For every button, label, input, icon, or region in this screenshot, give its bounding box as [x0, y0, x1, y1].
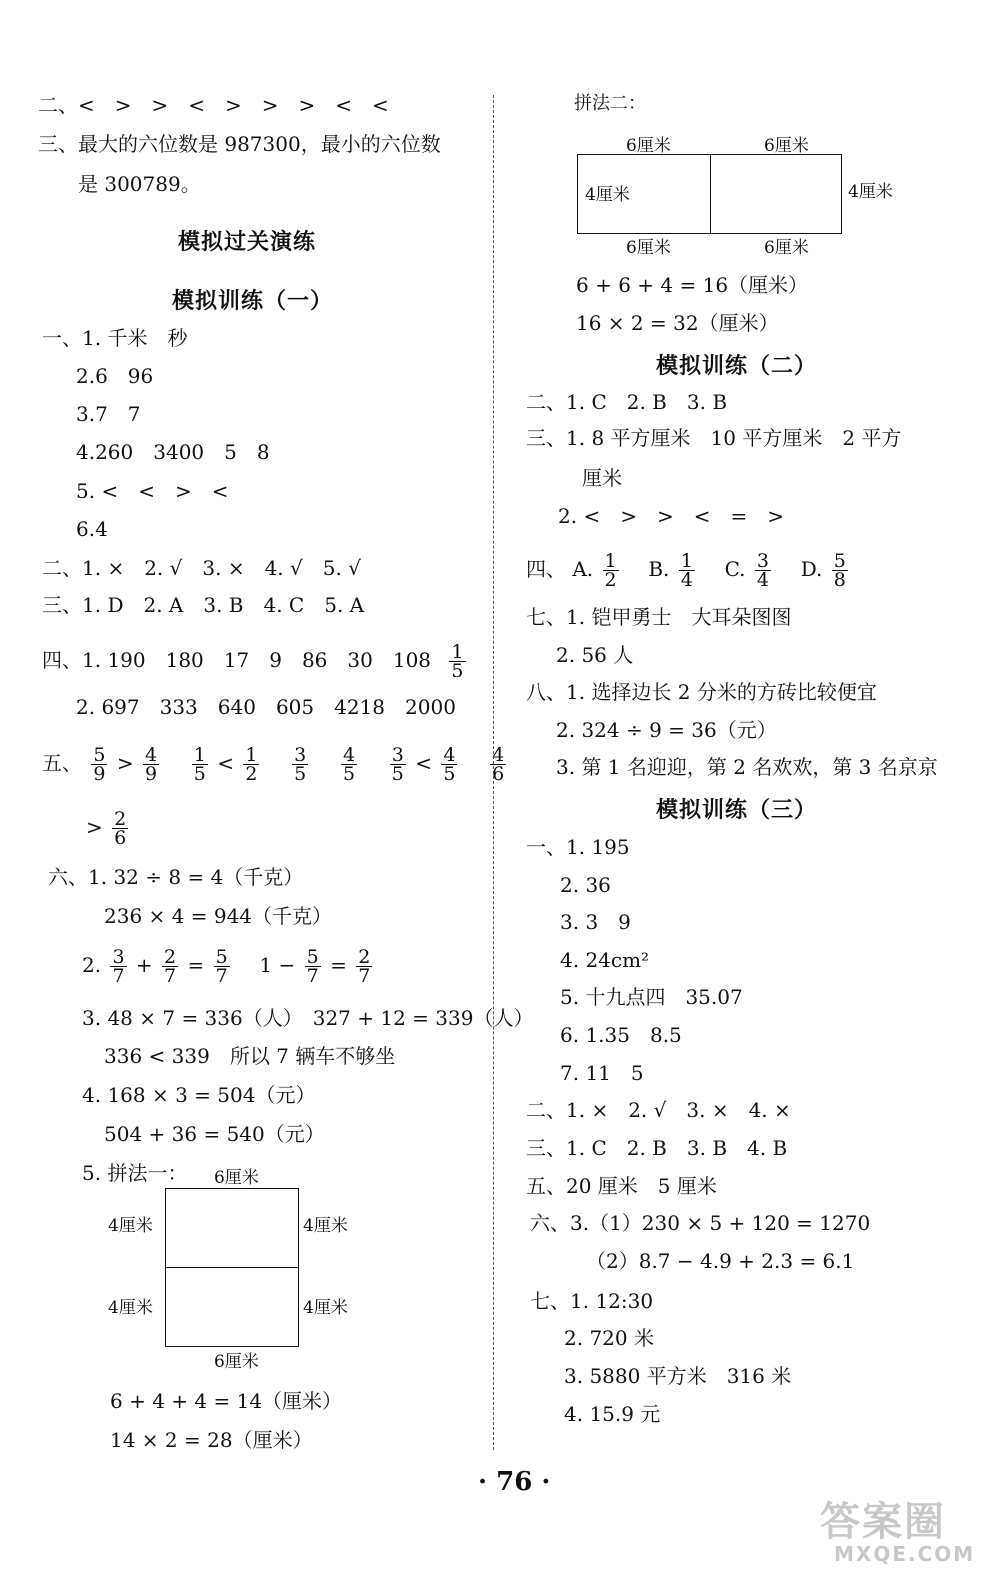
answer-line — [42, 746, 509, 783]
fraction — [91, 746, 107, 783]
answer-line: 236 × 4 = 944（千克） — [104, 904, 333, 928]
answer-line: 二、1. C 2. B 3. B — [526, 390, 728, 414]
fraction — [356, 948, 372, 985]
numerator: 1 — [193, 744, 206, 766]
fraction — [441, 746, 457, 783]
denominator: 7 — [112, 965, 125, 987]
answer-line: 3. 第 1 名迎迎，第 2 名欢欢，第 3 名京京 — [556, 755, 938, 779]
answer-text: 四、1. 190 180 17 9 86 30 108 — [42, 648, 432, 672]
denominator: 8 — [833, 569, 846, 591]
denominator: 2 — [245, 763, 258, 785]
answer-line: 4. 24cm² — [560, 948, 650, 972]
answer-line: 2. 697 333 640 605 4218 2000 — [76, 695, 456, 719]
numerator: 5 — [93, 744, 106, 766]
operator: − — [278, 953, 296, 977]
answer-line: 拼法二： — [574, 93, 646, 114]
answer-line: 2.6 96 — [76, 364, 154, 388]
section-title: 模拟过关演练 — [178, 230, 317, 255]
denominator: 7 — [306, 965, 319, 987]
answer-line: 三、最大的六位数是 987300，最小的六位数 — [38, 132, 441, 156]
watermark — [810, 1490, 990, 1570]
answer-prefix: 五、 — [42, 751, 82, 775]
fraction — [390, 746, 406, 783]
fraction — [603, 552, 619, 589]
answer-line: 6 + 4 + 4 = 14（厘米） — [110, 1389, 343, 1413]
watermark-text: 答案圈 — [820, 1499, 946, 1545]
answer-line: 6.4 — [76, 517, 108, 541]
fraction — [305, 948, 321, 985]
answer-line: 6. 1.35 8.5 — [560, 1023, 682, 1047]
answer-line: 16 × 2 = 32（厘米） — [576, 311, 779, 335]
answer-line: 五、20 厘米 5 厘米 — [526, 1174, 717, 1198]
answer-line: 2. 720 米 — [564, 1326, 654, 1350]
numerator: 5 — [215, 946, 228, 968]
numerator: 1 — [245, 744, 258, 766]
operator: > — [116, 751, 134, 775]
numerator: 2 — [164, 946, 177, 968]
answer-line — [82, 948, 375, 985]
dimension-label: 4厘米 — [848, 182, 893, 202]
operator: = — [187, 953, 205, 977]
training-2-title: 模拟训练（二） — [656, 354, 818, 379]
numerator: 4 — [443, 744, 456, 766]
fraction — [243, 746, 259, 783]
denominator: 7 — [215, 965, 228, 987]
numerator: 3 — [112, 946, 125, 968]
numerator: 2 — [114, 808, 127, 830]
answer-line: 3. 48 × 7 = 336（人） 327 + 12 = 339（人） — [82, 1006, 534, 1030]
fraction — [162, 948, 178, 985]
fraction — [449, 643, 465, 680]
answer-line: 7. 11 5 — [560, 1061, 644, 1085]
answer-line: 3.7 7 — [76, 402, 141, 426]
rectangle — [165, 1267, 299, 1347]
dimension-label: 6厘米 — [214, 1352, 259, 1372]
answer-line: 一、1. 195 — [526, 835, 630, 859]
numerator: 4 — [342, 744, 356, 766]
operator: + — [135, 953, 153, 977]
answer-line: 3. 3 9 — [560, 910, 631, 934]
denominator: 5 — [193, 763, 206, 785]
fraction — [110, 948, 126, 985]
page-number: · 76 · — [478, 1467, 551, 1497]
fraction — [112, 810, 128, 847]
choice-label: D. — [800, 557, 823, 581]
answer-line: 二、< > > < > > > < < — [38, 93, 389, 117]
answer-line: 二、1. × 2. √ 3. × 4. × — [526, 1098, 791, 1122]
denominator: 6 — [114, 827, 127, 849]
answer-line: 5. 拼法一： — [82, 1161, 188, 1185]
dimension-label: 6厘米 — [764, 238, 809, 258]
denominator: 4 — [680, 569, 693, 591]
numerator: 1 — [451, 641, 464, 663]
answer-line: 三、1. C 2. B 3. B 4. B — [526, 1136, 788, 1160]
number: 1 — [259, 953, 273, 977]
fraction — [143, 746, 159, 783]
answer-line: 504 + 36 = 540（元） — [104, 1122, 325, 1146]
answer-line: 三、1. 8 平方厘米 10 平方厘米 2 平方 — [526, 426, 902, 450]
answer-line: 六、1. 32 ÷ 8 = 4（千克） — [48, 865, 304, 889]
answer-line: 2. 324 ÷ 9 = 36（元） — [556, 718, 777, 742]
dimension-label: 4厘米 — [108, 1298, 153, 1318]
fraction — [192, 746, 208, 783]
answer-line: 2. 36 — [560, 873, 611, 897]
dimension-label: 6厘米 — [764, 136, 809, 156]
training-3-title: 模拟训练（三） — [656, 798, 818, 823]
dimension-label: 4厘米 — [108, 1216, 153, 1236]
numerator: 1 — [680, 550, 693, 572]
denominator: 7 — [358, 965, 371, 987]
answer-line — [86, 810, 131, 847]
numerator: 3 — [756, 550, 769, 572]
numerator: 5 — [833, 550, 846, 572]
denominator: 5 — [443, 763, 456, 785]
column-divider — [493, 95, 494, 1450]
answer-line — [42, 643, 469, 680]
denominator: 5 — [294, 763, 307, 785]
answer-line: 是 300789。 — [78, 172, 201, 196]
answer-line: 一、1. 千米 秒 — [42, 326, 188, 350]
rectangle — [710, 154, 842, 234]
answer-line: 5. < < > < — [76, 479, 229, 503]
numerator: 4 — [144, 744, 158, 766]
answer-line: 4. 168 × 3 = 504（元） — [82, 1083, 316, 1107]
numerator: 3 — [391, 744, 404, 766]
choice-label: A. — [572, 557, 594, 581]
denominator: 7 — [164, 965, 177, 987]
dimension-label: 4厘米 — [585, 185, 630, 205]
answer-line: 5. 十九点四 35.07 — [560, 985, 743, 1009]
answer-line — [526, 552, 851, 589]
answer-line: 七、1. 12:30 — [530, 1289, 654, 1313]
denominator: 5 — [451, 660, 464, 682]
answer-line: 3. 5880 平方米 316 米 — [564, 1364, 792, 1388]
answer-line: 六、3.（1）230 × 5 + 120 = 1270 — [530, 1211, 871, 1235]
answer-line: 336 < 339 所以 7 辆车不够坐 — [104, 1044, 396, 1068]
fraction — [214, 948, 230, 985]
rectangle — [165, 1188, 299, 1268]
fraction — [679, 552, 695, 589]
answer-line: 2. < > > < = > — [558, 504, 784, 528]
operator: < — [217, 751, 234, 775]
denominator: 6 — [492, 763, 505, 785]
numerator: 5 — [306, 946, 319, 968]
dimension-label: 6厘米 — [626, 238, 671, 258]
answer-line: 二、1. × 2. √ 3. × 4. √ 5. √ — [42, 556, 361, 580]
denominator: 5 — [391, 763, 404, 785]
fraction — [755, 552, 771, 589]
watermark-url: MXQE.COM — [834, 1542, 976, 1566]
denominator: 5 — [342, 763, 356, 785]
fraction — [832, 552, 848, 589]
answer-line: 14 × 2 = 28（厘米） — [110, 1428, 313, 1452]
numerator: 3 — [294, 744, 307, 766]
dimension-label: 6厘米 — [214, 1168, 259, 1188]
numerator: 4 — [492, 744, 505, 766]
dimension-label: 6厘米 — [626, 136, 671, 156]
operator: = — [330, 953, 347, 977]
answer-line: 厘米 — [582, 466, 622, 490]
denominator: 9 — [144, 763, 158, 785]
answer-line: 2. 56 人 — [556, 643, 634, 667]
denominator: 2 — [604, 569, 617, 591]
answer-line: 4. 15.9 元 — [564, 1402, 661, 1426]
dimension-label: 4厘米 — [303, 1216, 348, 1236]
denominator: 4 — [756, 569, 769, 591]
answer-line: （2）8.7 − 4.9 + 2.3 = 6.1 — [586, 1249, 855, 1273]
operator: < — [415, 751, 432, 775]
operator: > — [86, 815, 103, 839]
numerator: 1 — [604, 550, 617, 572]
training-1-title: 模拟训练（一） — [172, 289, 334, 314]
fraction — [341, 746, 357, 783]
choice-label: C. — [724, 557, 746, 581]
answer-line: 6 + 6 + 4 = 16（厘米） — [576, 273, 809, 297]
answer-line: 八、1. 选择边长 2 分米的方砖比较便宜 — [526, 680, 877, 704]
answer-line: 三、1. D 2. A 3. B 4. C 5. A — [42, 593, 365, 617]
denominator: 9 — [93, 763, 106, 785]
choice-label: B. — [648, 557, 670, 581]
dimension-label: 4厘米 — [303, 1298, 348, 1318]
numerator: 2 — [358, 946, 371, 968]
answer-line: 七、1. 铠甲勇士 大耳朵图图 — [526, 605, 792, 629]
answer-line: 4.260 3400 5 8 — [76, 440, 270, 464]
fraction — [292, 746, 308, 783]
answer-prefix: 四、 — [526, 557, 566, 581]
answer-prefix: 2. — [82, 953, 102, 977]
